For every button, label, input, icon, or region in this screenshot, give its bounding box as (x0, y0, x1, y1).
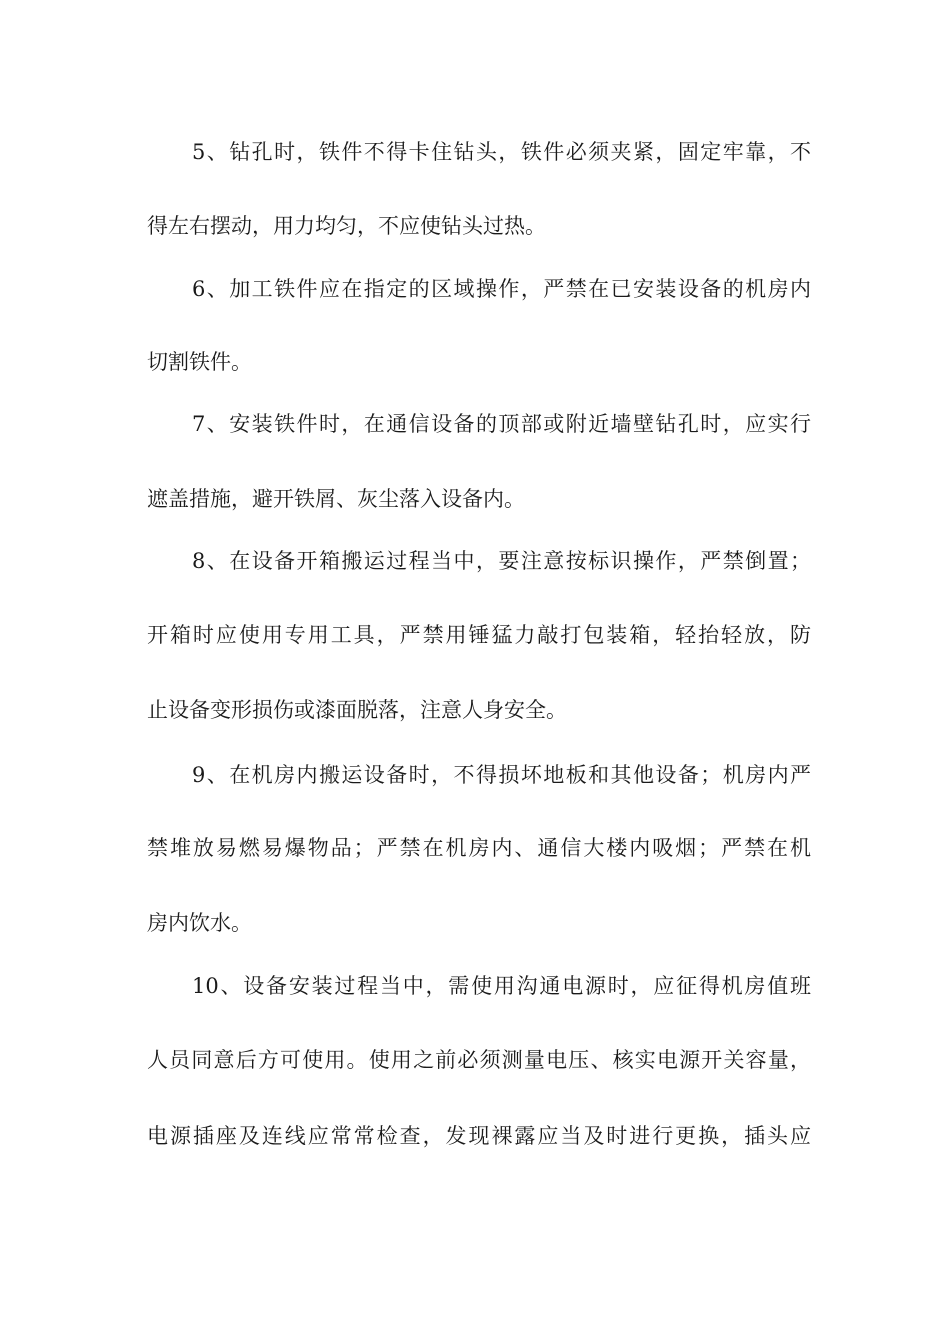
paragraph-10-line-3: 电源插座及连线应常常检查，发现裸露应当及时进行更换，插头应 (147, 1124, 811, 1148)
paragraph-5-line-2: 得左右摆动，用力均匀，不应使钻头过热。 (147, 214, 546, 238)
paragraph-6-line-1: 6、加工铁件应在指定的区域操作，严禁在已安装设备的机房内 (192, 277, 811, 301)
paragraph-7-line-1: 7、安装铁件时，在通信设备的顶部或附近墙壁钻孔时，应实行 (192, 412, 811, 436)
paragraph-10-line-1: 10、设备安装过程当中，需使用沟通电源时，应征得机房值班 (192, 974, 811, 998)
paragraph-5-line-1: 5、钻孔时，铁件不得卡住钻头，铁件必须夹紧，固定牢靠，不 (192, 140, 811, 164)
paragraph-9-line-2: 禁堆放易燃易爆物品；严禁在机房内、通信大楼内吸烟；严禁在机 (147, 836, 811, 860)
paragraph-6-line-2: 切割铁件。 (147, 350, 252, 374)
paragraph-9-line-3: 房内饮水。 (147, 911, 252, 935)
paragraph-8-line-2: 开箱时应使用专用工具，严禁用锤猛力敲打包装箱，轻抬轻放，防 (147, 623, 811, 647)
paragraph-10-line-2: 人员同意后方可使用。使用之前必须测量电压、核实电源开关容量， (147, 1048, 811, 1072)
paragraph-8-line-1: 8、在设备开箱搬运过程当中，要注意按标识操作，严禁倒置； (192, 549, 811, 573)
paragraph-7-line-2: 遮盖措施，避开铁屑、灰尘落入设备内。 (147, 487, 525, 511)
paragraph-9-line-1: 9、在机房内搬运设备时，不得损坏地板和其他设备；机房内严 (192, 763, 811, 787)
paragraph-8-line-3: 止设备变形损伤或漆面脱落，注意人身安全。 (147, 698, 567, 722)
